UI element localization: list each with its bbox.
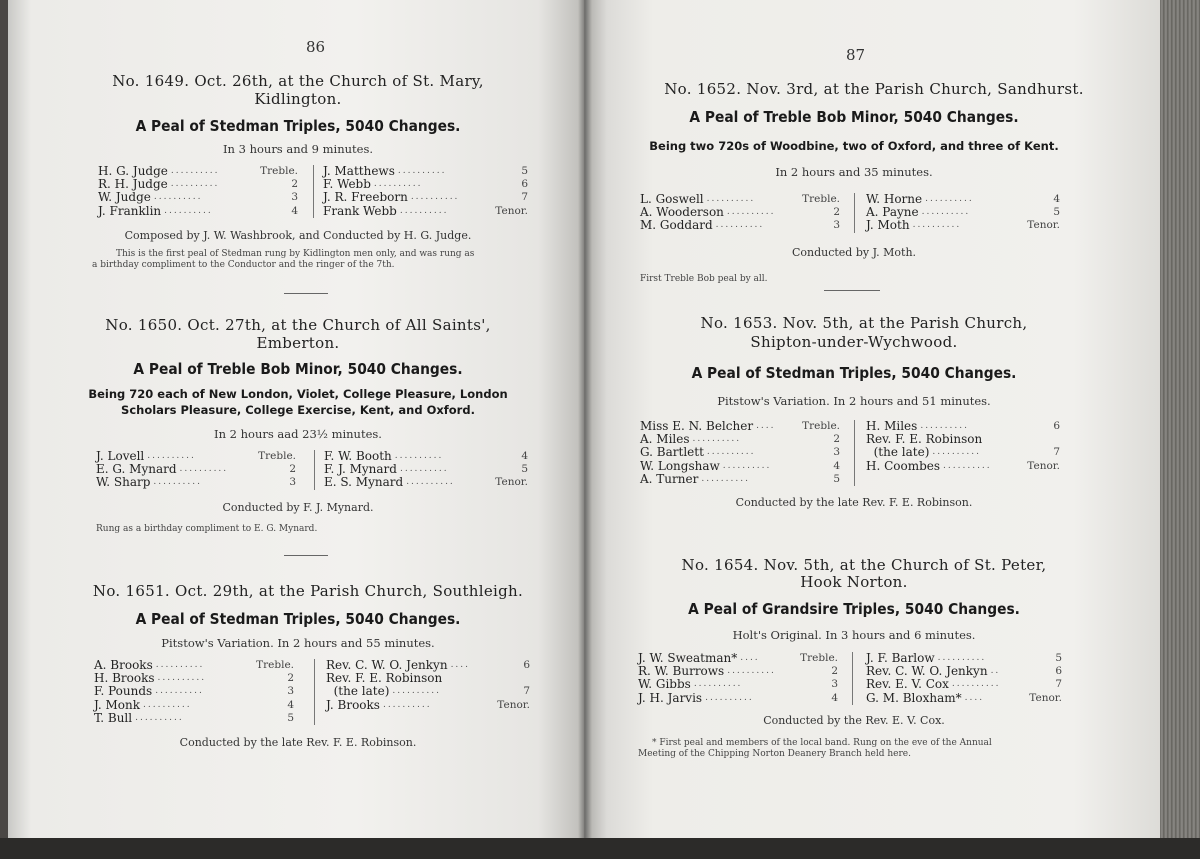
peal-note: * First peal and members of the local band. Rung on the eve of the Annual bbox=[652, 738, 992, 748]
ringer: L. Goswell .......... Treble. bbox=[640, 192, 840, 206]
ringer: (the late) .......... 7 bbox=[326, 684, 530, 699]
ringer: A. Payne .......... 5 bbox=[866, 205, 1060, 220]
ringer: R. W. Burrows .......... 2 bbox=[638, 664, 838, 679]
peal-methods: Being two 720s of Woodbine, two of Oxford, and three of Kent. bbox=[649, 139, 1059, 153]
ringer: R. H. Judge .......... 2 bbox=[98, 177, 298, 192]
ringer: J. F. Barlow .......... 5 bbox=[866, 651, 1062, 665]
peal-duration: In 2 hours and 35 minutes. bbox=[775, 165, 933, 179]
ringer: H. G. Judge .......... Treble. bbox=[98, 164, 298, 178]
ringer-band bbox=[638, 652, 1062, 707]
ringer: Rev. C. W. O. Jenkyn .... 6 bbox=[326, 658, 530, 672]
ringer: W. Longshaw .......... 4 bbox=[640, 458, 840, 473]
ringer: Rev. E. V. Cox .......... 7 bbox=[866, 677, 1062, 692]
peal-heading: No. 1651. Oct. 29th, at the Parish Church, Southleigh. bbox=[92, 582, 524, 600]
ringer: A. Turner .......... 5 bbox=[640, 471, 840, 486]
ringer: J. Lovell .......... Treble. bbox=[96, 449, 296, 463]
section-divider bbox=[284, 555, 328, 556]
peal-duration: In 3 hours and 9 minutes. bbox=[223, 142, 373, 156]
ringer: J. Franklin .......... 4 bbox=[98, 203, 298, 218]
ringer: H. Coombes .......... Tenor. bbox=[866, 458, 1060, 473]
column-divider bbox=[314, 450, 315, 490]
peal-duration: Pitstow's Variation. In 2 hours and 55 minutes. bbox=[161, 636, 435, 650]
peal-heading: No. 1652. Nov. 3rd, at the Parish Church, Sandhurst. bbox=[664, 80, 1084, 98]
conducted-by: Conducted by the late Rev. F. E. Robinson. bbox=[179, 736, 417, 749]
peal-duration: In 2 hours aad 23½ minutes. bbox=[214, 427, 382, 441]
ringer: W. Sharp .......... 3 bbox=[96, 475, 296, 490]
column-divider bbox=[852, 652, 853, 705]
ringer: W. Judge .......... 3 bbox=[98, 190, 298, 205]
column-divider bbox=[854, 420, 855, 486]
ringer: E. G. Mynard .......... 2 bbox=[96, 462, 296, 477]
column-divider bbox=[313, 165, 314, 218]
ringer: J. H. Jarvis .......... 4 bbox=[638, 690, 838, 705]
left-page bbox=[8, 0, 584, 845]
column-divider bbox=[314, 659, 315, 725]
conducted-by: Composed by J. W. Washbrook, and Conducted by H. G. Judge. bbox=[124, 229, 472, 242]
peal-title: A Peal of Treble Bob Minor, 5040 Changes. bbox=[689, 108, 1019, 126]
page-number: 87 bbox=[846, 46, 866, 64]
peal-methods: Scholars Pleasure, College Exercise, Kent, and Oxford. bbox=[121, 403, 475, 417]
peal-heading: No. 1650. Oct. 27th, at the Church of All Saints', bbox=[105, 316, 491, 334]
peal-heading: No. 1654. Nov. 5th, at the Church of St. Peter, bbox=[681, 556, 1047, 574]
ringer: J. W. Sweatman* .... Treble. bbox=[638, 651, 838, 665]
ringer: J. Monk .......... 4 bbox=[94, 697, 294, 712]
ringer: F. J. Mynard .......... 5 bbox=[324, 462, 528, 477]
column-divider bbox=[854, 193, 855, 233]
ringer: T. Bull .......... 5 bbox=[94, 710, 294, 725]
peal-heading-location: Shipton-under-Wychwood. bbox=[750, 333, 958, 351]
peal-note: a birthday compliment to the Conductor and the ringer of the 7th. bbox=[92, 260, 395, 270]
conducted-by: Conducted by F. J. Mynard. bbox=[222, 501, 374, 514]
peal-duration: Holt's Original. In 3 hours and 6 minutes. bbox=[732, 628, 976, 642]
peal-title: A Peal of Stedman Triples, 5040 Changes. bbox=[691, 364, 1017, 382]
ringer: E. S. Mynard .......... Tenor. bbox=[324, 475, 528, 490]
ringer-band bbox=[640, 193, 1060, 235]
ringer-band bbox=[94, 659, 530, 727]
peal-title: A Peal of Treble Bob Minor, 5040 Changes. bbox=[133, 360, 463, 378]
ringer: J. R. Freeborn .......... 7 bbox=[323, 190, 528, 205]
ringer: Miss E. N. Belcher .... Treble. bbox=[640, 419, 840, 433]
peal-title: A Peal of Stedman Triples, 5040 Changes. bbox=[135, 610, 461, 628]
ringer: Rev. C. W. O. Jenkyn .. 6 bbox=[866, 664, 1062, 679]
conducted-by: Conducted by J. Moth. bbox=[791, 246, 917, 259]
peal-heading-location: Hook Norton. bbox=[800, 573, 908, 591]
ringer: H. Miles .......... 6 bbox=[866, 419, 1060, 433]
ringer: Rev. F. E. Robinson bbox=[866, 432, 983, 447]
ringer: A. Miles .......... 2 bbox=[640, 432, 840, 447]
peal-heading-location: Kidlington. bbox=[254, 90, 342, 108]
peal-note: First Treble Bob peal by all. bbox=[640, 274, 768, 284]
ringer: J. Brooks .......... Tenor. bbox=[326, 697, 530, 712]
ringer: F. Webb .......... 6 bbox=[323, 177, 528, 192]
ringer: A. Brooks .......... Treble. bbox=[94, 658, 294, 672]
ringer: G. Bartlett .......... 3 bbox=[640, 445, 840, 460]
ringer: G. M. Bloxham* .... Tenor. bbox=[866, 690, 1062, 705]
section-divider bbox=[824, 290, 880, 291]
conducted-by: Conducted by the Rev. E. V. Cox. bbox=[763, 714, 945, 727]
ringer: M. Goddard .......... 3 bbox=[640, 218, 840, 233]
ringer: F. Pounds .......... 3 bbox=[94, 684, 294, 699]
ringer: W. Horne .......... 4 bbox=[866, 192, 1060, 206]
ringer: H. Brooks .......... 2 bbox=[94, 671, 294, 686]
conducted-by: Conducted by the late Rev. F. E. Robinson. bbox=[735, 496, 973, 509]
ringer: F. W. Booth .......... 4 bbox=[324, 449, 528, 463]
book-bottom-edge bbox=[0, 838, 1200, 859]
page-number: 86 bbox=[306, 38, 326, 56]
ringer-band bbox=[96, 450, 528, 492]
peal-title: A Peal of Grandsire Triples, 5040 Changes. bbox=[688, 600, 1020, 618]
peal-note: Rung as a birthday compliment to E. G. Mynard. bbox=[96, 524, 318, 534]
peal-note: This is the first peal of Stedman rung by Kidlington men only, and was rung as bbox=[116, 249, 475, 259]
ringer: Rev. F. E. Robinson bbox=[326, 671, 443, 686]
right-page bbox=[584, 0, 1160, 845]
ringer: A. Wooderson .......... 2 bbox=[640, 205, 840, 220]
ringer-band bbox=[98, 165, 528, 221]
section-divider bbox=[284, 293, 328, 294]
ringer: J. Moth .......... Tenor. bbox=[866, 218, 1060, 233]
peal-heading: No. 1649. Oct. 26th, at the Church of St. Mary, bbox=[112, 72, 484, 90]
ringer: J. Matthews .......... 5 bbox=[323, 164, 528, 178]
peal-methods: Being 720 each of New London, Violet, College Pleasure, London bbox=[88, 387, 508, 401]
ringer: Frank Webb .......... Tenor. bbox=[323, 203, 528, 218]
peal-note: Meeting of the Chipping Norton Deanery Branch held here. bbox=[638, 749, 911, 759]
peal-title: A Peal of Stedman Triples, 5040 Changes. bbox=[135, 117, 461, 135]
ringer: W. Gibbs .......... 3 bbox=[638, 677, 838, 692]
peal-heading: No. 1653. Nov. 5th, at the Parish Church, bbox=[700, 314, 1028, 332]
ringer: (the late) .......... 7 bbox=[866, 445, 1060, 460]
book-gutter bbox=[578, 0, 592, 845]
ringer-band bbox=[640, 420, 1060, 488]
peal-heading-location: Emberton. bbox=[256, 334, 340, 352]
page-edges bbox=[1160, 0, 1200, 859]
peal-duration: Pitstow's Variation. In 2 hours and 51 minutes. bbox=[717, 394, 991, 408]
